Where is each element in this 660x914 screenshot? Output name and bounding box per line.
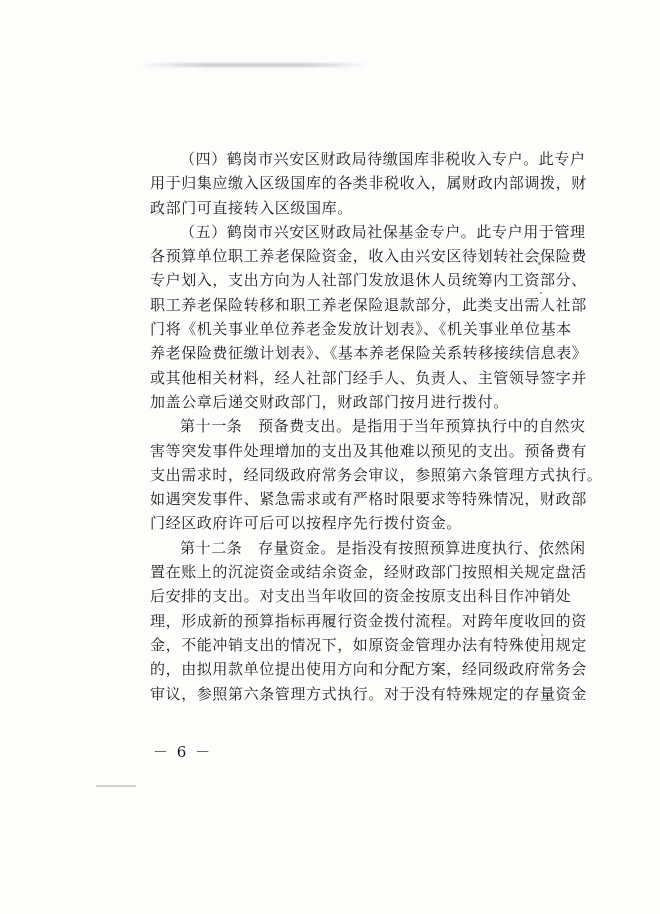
text-line: （五）鹤岗市兴安区财政局社保基金专户。此专户用于管理 [180,222,586,241]
text-line: 用于归集应缴入区级国库的各类非税收入，属财政内部调拨，财 [150,174,587,193]
text-line: 金，不能冲销支出的情况下，如原资金管理办法有特殊使用规定 [150,635,587,654]
text-line: 或其他相关材料，经人社部门经手人、负责人、主管领导签字并 [150,368,587,387]
text-line: 养老保险费征缴计划表》、《基本养老保险关系转移接续信息表》 [150,344,588,363]
text-line: 的，由拟用款单位提出使用方向和分配方案，经同级政府常务会 [150,660,587,679]
scan-artifact-bottom [96,785,136,787]
text-line: 审议，参照第六条管理方式执行。对于没有特殊规定的存量资金 [150,684,587,703]
text-line: 害等突发事件处理增加的支出及其他难以预见的支出。预备费有 [150,441,587,460]
text-line: 置在账上的沉淀资金或结余资金，经财政部门按照相关规定盘活 [150,563,587,582]
text-line: 后安排的支出。对支出当年收回的资金按原支出科目作冲销处 [150,587,572,606]
text-line: （四）鹤岗市兴安区财政局待缴国库非税收入专户。此专户 [180,150,586,168]
document-body [150,147,603,706]
text-line: 第十二条 存量资金。是指没有按照预算进度执行、依然闲 [180,538,586,557]
text-line: 政部门可直接转入区级国库。 [150,198,353,217]
text-line: 专户划入，支出方向为人社部门发放退休人员统筹内工资部分、 [150,271,587,290]
text-line: 各预算单位职工养老保险资金，收入由兴安区待划转社会保险费 [150,247,587,266]
page-number: － 6 － [153,743,213,761]
text-line: 门将《机关事业单位养老金发放计划表》、《机关事业单位基本 [150,320,572,339]
text-line: 支出需求时，经同级政府常务会审议，参照第六条管理方式执行。 [150,465,603,484]
scan-artifact-top [140,63,370,67]
text-line: 如遇突发事件、紧急需求或有严格时限要求等特殊情况，财政部 [150,490,587,509]
text-line: 职工养老保险转移和职工养老保险退款部分，此类支出需人社部 [150,295,587,314]
text-line: 第十一条 预备费支出。是指用于当年预算执行中的自然灾 [180,417,586,436]
text-line: 加盖公章后递交财政部门，财政部门按月进行拨付。 [150,392,509,411]
text-line: 理，形成新的预算指标再履行资金拨付流程。对跨年度收回的资 [150,611,587,630]
text-line: 门经区政府许可后可以按程序先行拨付资金。 [150,514,463,533]
